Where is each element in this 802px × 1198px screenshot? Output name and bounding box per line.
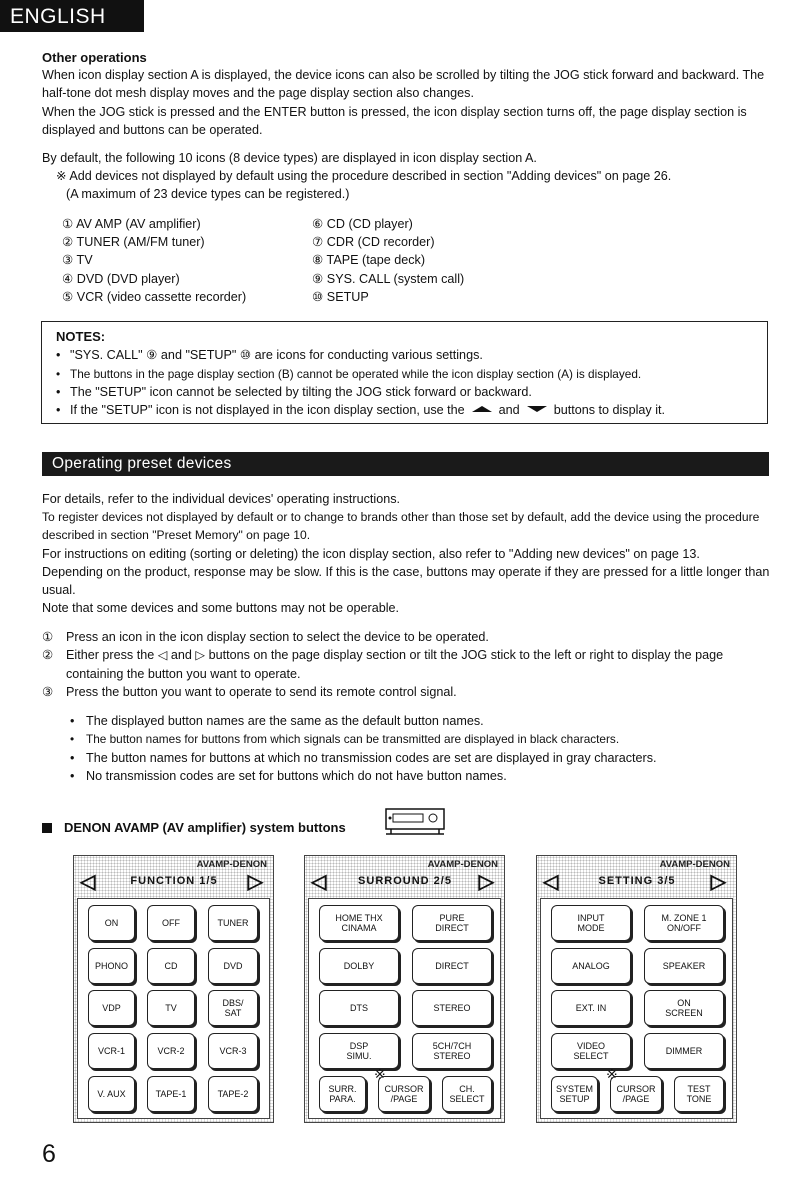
icon-list-item: ⑥ CD (CD player) xyxy=(312,217,413,231)
icon-list-item: ⑩ SETUP xyxy=(312,289,369,304)
input-mode-button[interactable]: INPUT MODE xyxy=(551,905,631,941)
m-zone-1-on-off-button[interactable]: M. ZONE 1 ON/OFF xyxy=(644,905,724,941)
on-screen-button[interactable]: ON SCREEN xyxy=(644,990,724,1026)
note-item xyxy=(56,401,767,419)
cursor-page-button[interactable]: CURSOR /PAGE xyxy=(378,1076,430,1112)
panel-page-title: FUNCTION 1/5 xyxy=(130,875,218,887)
pure-direct-button[interactable]: PURE DIRECT xyxy=(412,905,492,941)
speaker-button[interactable]: SPEAKER xyxy=(644,948,724,984)
other-ops-max-devices: (A maximum of 23 device types can be registered.) xyxy=(66,187,350,201)
note-item: • The buttons in the page display section (B) cannot be operated while the icon display section (A) is displayed. xyxy=(56,365,767,383)
note-text: and xyxy=(498,403,520,418)
cd-button[interactable]: CD xyxy=(147,948,195,984)
preset-paragraph-2: To register devices not displayed by default or to change to brands other than those set by default, add the device using the procedure described in section "Preset Memory" on page 10. xyxy=(42,510,760,543)
panel-page-title: SURROUND 2/5 xyxy=(358,875,452,887)
step-number: ② xyxy=(42,648,54,663)
panel-button-area xyxy=(77,898,270,1119)
bullet-item: • No transmission codes are set for buttons which do not have button names. xyxy=(70,767,770,785)
panel-button-area xyxy=(540,898,733,1119)
step-item xyxy=(42,646,772,683)
language-tab: ENGLISH xyxy=(0,0,144,32)
page-right-arrow-icon[interactable]: ▷ xyxy=(710,871,726,893)
dsp-simu-button[interactable]: DSP SIMU. xyxy=(319,1033,399,1069)
bullet-list xyxy=(70,712,770,785)
other-ops-paragraph-1: When icon display section A is displayed, the device icons can also be scrolled by tilting the JOG stick forward and backward. The half-tone dot mesh display moves and the page display section also changes. xyxy=(42,68,765,101)
preset-paragraph-5: Note that some devices and some buttons may not be operable. xyxy=(42,601,400,615)
page-right-arrow-icon[interactable]: ▷ xyxy=(247,871,263,893)
tv-button[interactable]: TV xyxy=(147,990,195,1026)
section-heading-bar: Operating preset devices xyxy=(42,452,769,476)
dbs-sat-button[interactable]: DBS/ SAT xyxy=(208,990,258,1026)
ch-select-button[interactable]: CH. SELECT xyxy=(442,1076,492,1112)
panel-brand: AVAMP-DENON xyxy=(659,859,730,870)
panel-surround xyxy=(304,855,505,1123)
page-right-arrow-icon[interactable]: ▷ xyxy=(478,871,494,893)
step-item xyxy=(42,628,772,646)
phono-button[interactable]: PHONO xyxy=(88,948,135,984)
panel-brand: AVAMP-DENON xyxy=(196,859,267,870)
icon-list-item: ⑦ CDR (CD recorder) xyxy=(312,235,435,250)
icon-list-right xyxy=(312,215,464,306)
icon-list-item: ② TUNER (AM/FM tuner) xyxy=(62,235,205,250)
page-number: 6 xyxy=(42,1140,56,1168)
other-ops-paragraph-2: When the JOG stick is pressed and the ENTER button is pressed, the icon display section turns off, the page display section is displayed and buttons can be operated. xyxy=(42,105,747,138)
tape-2-button[interactable]: TAPE-2 xyxy=(208,1076,258,1112)
vdp-button[interactable]: VDP xyxy=(88,990,135,1026)
icon-list-item: ⑨ SYS. CALL (system call) xyxy=(312,271,465,286)
v-aux-button[interactable]: V. AUX xyxy=(88,1076,135,1112)
notes-title: NOTES: xyxy=(56,329,106,344)
cursor-page-button[interactable]: CURSOR /PAGE xyxy=(610,1076,662,1112)
step-text: Press an icon in the icon display section to select the device to be operated. xyxy=(66,630,489,644)
step-text: Either press the ◁ and ▷ buttons on the page display section or tilt the JOG stick to the left or right to display the page containing the button you want to operate. xyxy=(66,648,724,681)
note-item: • The "SETUP" icon cannot be selected by tilting the JOG stick forward or backward. xyxy=(56,383,767,401)
page-left-arrow-icon[interactable]: ◁ xyxy=(311,871,327,893)
panel-function xyxy=(73,855,274,1123)
direct-button[interactable]: DIRECT xyxy=(412,948,492,984)
ext-in-button[interactable]: EXT. IN xyxy=(551,990,631,1026)
up-arrow-icon xyxy=(472,406,492,412)
bullet-item: • The button names for buttons at which no transmission codes are set are displayed in gray characters. xyxy=(70,749,770,767)
dolby-button[interactable]: DOLBY xyxy=(319,948,399,984)
note-text: buttons to display it. xyxy=(553,403,665,418)
note-item: • "SYS. CALL" ⑨ and "SETUP" ⑩ are icons for conducting various settings. xyxy=(56,346,767,364)
tape-1-button[interactable]: TAPE-1 xyxy=(147,1076,195,1112)
tuner-button[interactable]: TUNER xyxy=(208,905,258,941)
preset-paragraph-3: For instructions on editing (sorting or deleting) the icon display section, also refer to "Adding new devices" on page 13. xyxy=(42,547,700,561)
other-operations-title: Other operations xyxy=(42,50,147,65)
dimmer-button[interactable]: DIMMER xyxy=(644,1033,724,1069)
icon-list-item: ⑧ TAPE (tape deck) xyxy=(312,253,426,268)
stereo-button[interactable]: STEREO xyxy=(412,990,492,1026)
page-left-arrow-icon[interactable]: ◁ xyxy=(543,871,559,893)
home-thx-cinema-button[interactable]: HOME THX CINAMA xyxy=(319,905,399,941)
icon-list-left xyxy=(62,215,246,306)
down-arrow-icon xyxy=(527,406,547,412)
system-setup-button[interactable]: SYSTEM SETUP xyxy=(551,1076,598,1112)
dts-button[interactable]: DTS xyxy=(319,990,399,1026)
square-bullet-icon xyxy=(42,823,52,833)
test-tone-button[interactable]: TEST TONE xyxy=(674,1076,724,1112)
step-text: Press the button you want to operate to send its remote control signal. xyxy=(66,684,457,699)
5ch-7ch-stereo-button[interactable]: 5CH/7CH STEREO xyxy=(412,1033,492,1069)
icon-list-item: ③ TV xyxy=(62,253,93,268)
vcr-1-button[interactable]: VCR-1 xyxy=(88,1033,135,1069)
system-buttons-heading xyxy=(42,820,346,835)
step-item xyxy=(42,683,772,701)
icon-list-item: ① AV AMP (AV amplifier) xyxy=(62,217,201,231)
vcr-2-button[interactable]: VCR-2 xyxy=(147,1033,195,1069)
panel-page-title: SETTING 3/5 xyxy=(598,875,676,887)
off-button[interactable]: OFF xyxy=(147,905,195,941)
panel-setting xyxy=(536,855,737,1123)
asterisk-icon: ※ xyxy=(374,1066,386,1082)
dvd-button[interactable]: DVD xyxy=(208,948,258,984)
other-ops-note-add-devices: ※ Add devices not displayed by default using the procedure described in section "Adding devices" on page 26. xyxy=(56,169,672,183)
panel-button-area xyxy=(308,898,501,1119)
step-number: ③ xyxy=(42,684,54,699)
notes-box xyxy=(41,321,768,424)
analog-button[interactable]: ANALOG xyxy=(551,948,631,984)
icon-list-item: ④ DVD (DVD player) xyxy=(62,271,180,286)
preset-paragraph-4: Depending on the product, response may be slow. If this is the case, buttons may operate if they are pressed for a little longer than usual. xyxy=(42,565,770,598)
bullet-item: • The displayed button names are the same as the default button names. xyxy=(70,712,770,730)
amplifier-icon xyxy=(385,808,445,838)
step-number: ① xyxy=(42,630,54,644)
video-select-button[interactable]: VIDEO SELECT xyxy=(551,1033,631,1069)
other-ops-paragraph-3: By default, the following 10 icons (8 device types) are displayed in icon display section A. xyxy=(42,151,537,165)
step-list xyxy=(42,628,772,701)
system-buttons-title: DENON AVAMP (AV amplifier) system buttons xyxy=(64,820,346,835)
preset-paragraph-1: For details, refer to the individual devices' operating instructions. xyxy=(42,492,401,506)
bullet-item: • The button names for buttons from which signals can be transmitted are displayed in black characters. xyxy=(70,730,770,748)
surr-para-button[interactable]: SURR. PARA. xyxy=(319,1076,366,1112)
panel-brand: AVAMP-DENON xyxy=(427,859,498,870)
vcr-3-button[interactable]: VCR-3 xyxy=(208,1033,258,1069)
note-text: If the "SETUP" icon is not displayed in the icon display section, use the xyxy=(70,403,465,418)
icon-list-item: ⑤ VCR (video cassette recorder) xyxy=(62,289,247,304)
page-left-arrow-icon[interactable]: ◁ xyxy=(80,871,96,893)
on-button[interactable]: ON xyxy=(88,905,135,941)
asterisk-icon: ※ xyxy=(606,1066,618,1082)
